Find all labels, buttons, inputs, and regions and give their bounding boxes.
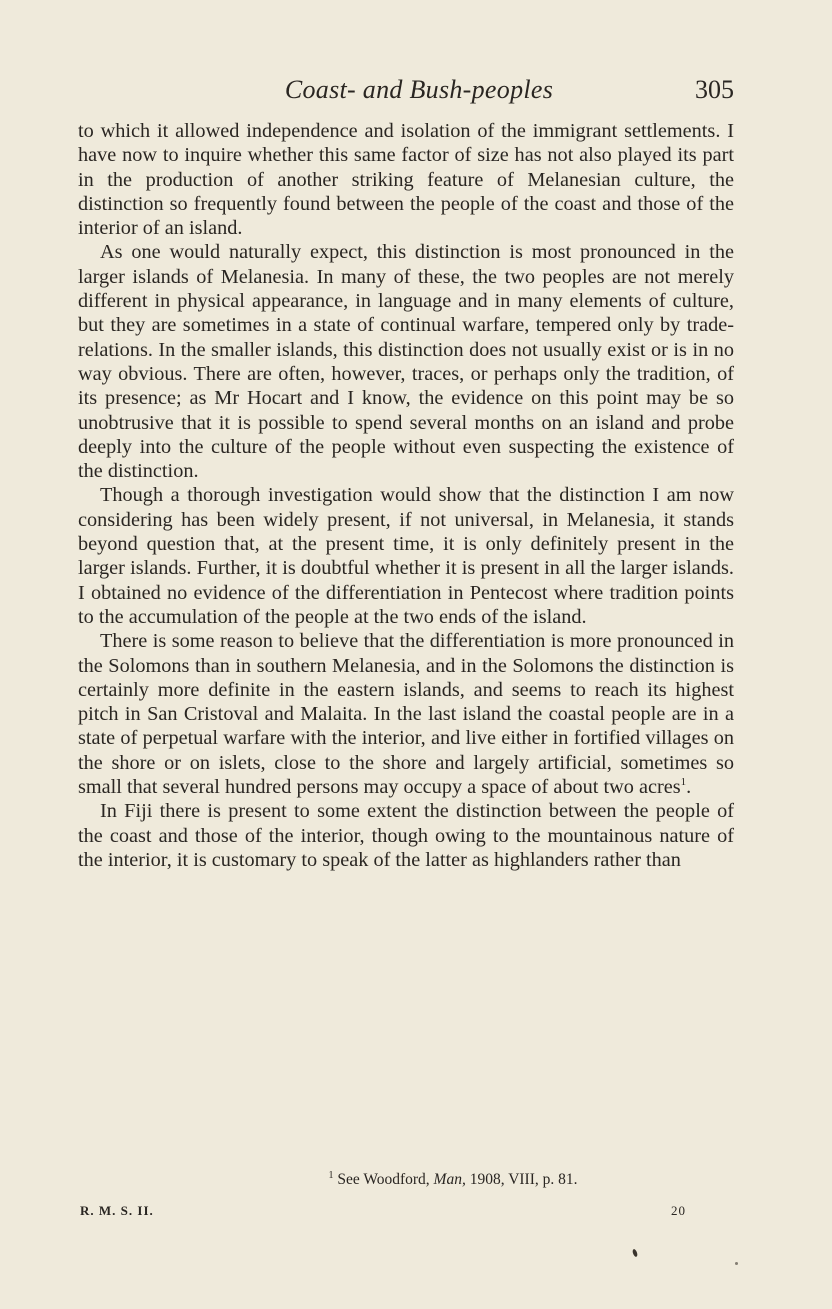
paragraph-4: There is some reason to believe that the differentiation is more pronounced in the Solomons than in southern Melanesia, and in the Solomons the distinction is certainly more definite in the eastern islands, and seems to reach its highest pitch in San Cristoval and Malaita. In the last island the coastal people are in a state of perpetual warfare with the interior, and live either in fortified villages on the shore or on islets, close to the shore and largely artificial, sometimes so small that several hundred persons may occupy a space of about two acres$^1$.: [78, 630, 734, 799]
paragraph-5: [78, 799, 734, 872]
body-text: [78, 119, 734, 872]
sheet-number: 20: [671, 1203, 686, 1218]
footnote-journal-title: Man,: [433, 1171, 466, 1188]
footnote-mark: 1: [328, 1169, 334, 1181]
running-title: Coast- and Bush-peoples: [284, 75, 554, 104]
ink-speck: [735, 1262, 738, 1265]
footnote-citation: 1908, VIII, p. 81.: [469, 1171, 578, 1188]
footnote-prefix: See Woodford,: [337, 1171, 430, 1188]
footnote-reference[interactable]: 1: [680, 776, 687, 789]
paragraph-4-text: There is some reason to believe that the differentiation is more pronounced in the Solomons than in southern Melanesia, and in the Solomons the distinction is certainly more definite in the eastern islands, and seems to reach its highest pitch in San Cristoval and Malaita. In the last island the coastal people are in a state of perpetual warfare with the interior, and live either in fortified villages on the shore or on islets, close to the shore and largely artificial, sometimes so small that several hundred persons may occupy a space of about two acres: [78, 630, 734, 799]
paragraph-3-text: Though a thorough investigation would show that the distinction I am now considering has been widely present, if not universal, in Melanesia, it stands beyond question that, at the present time, it is only definitely present in the larger islands. Further, it is doubtful whether it is present in all the larger islands. I obtained no evidence of the differentiation in Pentecost where tradition points to the accumulation of the people at the two ends of the island.: [78, 484, 734, 628]
footnote: [0, 1171, 832, 1189]
paragraph-1-text: to which it allowed independence and isolation of the immigrant settlements. I have now to inquire whether this same factor of size has not also played its part in the production of another striking feature of Melanesian culture, the distinction so frequently found between the people of the coast and those of the interior of an island.: [78, 120, 734, 240]
paragraph-3: [78, 483, 734, 629]
paragraph-2-text: As one would naturally expect, this distinction is most pronounced in the larger islands of Melanesia. In many of these, the two peoples are not merely different in physical appearance, in language and in many elements of culture, but they are sometimes in a state of continual warfare, tempered only by trade-relations. In the smaller islands, this distinction does not usually exist or is in no way obvious. There are often, however, traces, or perhaps only the tradition, of its presence; as Mr Hocart and I know, the evidence on this point may be so unobtrusive that it is possible to spend several months on an island and probe deeply into the culture of the people without even suspecting the existence of the distinction.: [78, 241, 734, 483]
paragraph-2: [78, 240, 734, 483]
page-number: 305: [695, 75, 734, 104]
ink-speck: [632, 1249, 638, 1258]
paragraph-5-text: In Fiji there is present to some extent the distinction between the people of the coast and those of the interior, though owing to the mountainous nature of the interior, it is customary to speak of the latter as highlanders rather than: [78, 800, 734, 871]
running-head: [78, 71, 734, 111]
signature-mark: R. M. S. II.: [80, 1203, 154, 1218]
paragraph-1: [78, 119, 734, 240]
